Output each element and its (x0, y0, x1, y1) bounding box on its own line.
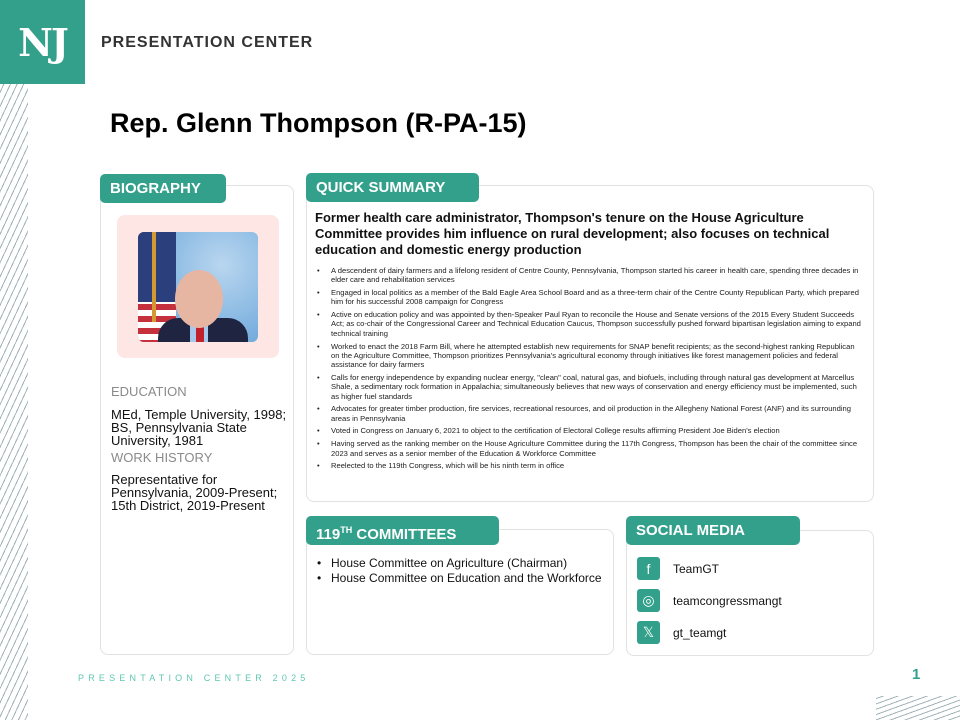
committee-item: • House Committee on Education and the Workforce (315, 571, 605, 586)
social-handle[interactable]: gt_teamgt (673, 625, 727, 640)
committees-tab (306, 516, 499, 545)
footer-text: PRESENTATION CENTER 2025 (78, 673, 310, 683)
committees-tab-suffix: TH (340, 525, 353, 535)
summary-bullet: • Worked to enact the 2018 Farm Bill, where he attempted establish new requirements for SNAP benefit recipients; as the second-highest ranking Republican on the Agriculture Committee, Thompson prioritizes Pennsylvania's agricultural economy through initiatives like forest management policies and federal assistance for dairy farmers (315, 342, 863, 370)
x-icon: 𝕏 (637, 621, 660, 644)
summary-bullets (315, 266, 863, 474)
logo-text: NJ (18, 19, 67, 65)
social-handle[interactable]: TeamGT (673, 561, 720, 576)
committees-tab-number: 119 (316, 526, 341, 543)
quick-summary-panel (306, 185, 874, 502)
work-history-label: WORK HISTORY (111, 450, 213, 465)
committee-item: • House Committee on Agriculture (Chairman) (315, 556, 605, 571)
committee-list (315, 556, 605, 586)
instagram-icon: ◎ (637, 589, 660, 612)
summary-bullet: • Voted in Congress on January 6, 2021 to object to the certification of Electoral College results affirming President Joe Biden's election (315, 426, 863, 435)
biography-panel (100, 185, 294, 655)
work-history-value: Representative for Pennsylvania, 2009-Present; 15th District, 2019-Present (111, 472, 278, 513)
education-value: MEd, Temple University, 1998; BS, Pennsylvania State University, 1981 (111, 407, 287, 448)
decorative-hatch-left (0, 84, 28, 720)
summary-bullet: • Active on education policy and was appointed by then-Speaker Paul Ryan to reconcile the House and Senate versions of the 2015 Every Student Succeeds Act; as co-chair of the Congressional Career and Technical Education Caucus, Thompson successfully pushed forward bipartisan legislation aiming to expand technical training (315, 310, 863, 338)
biography-tab: BIOGRAPHY (100, 174, 226, 203)
education-label: EDUCATION (111, 384, 187, 399)
committees-panel (306, 529, 614, 655)
page-number: 1 (912, 666, 921, 683)
flag-canton (138, 232, 176, 302)
decorative-hatch-bottom-right (876, 696, 960, 720)
social-handle[interactable]: teamcongressmangt (673, 593, 782, 608)
nj-logo (0, 0, 85, 84)
portrait-photo (138, 232, 258, 342)
tie (196, 327, 204, 342)
summary-headline: Former health care administrator, Thompson's tenure on the House Agriculture Committee provides him influence on rural development; also focuses on technical education and domestic energy production (315, 210, 830, 257)
committees-tab-label: COMMITTEES (352, 526, 457, 543)
summary-bullet: • Advocates for greater timber production, fire services, recreational resources, and oil production in the Allegheny National Forest (ANF) and its surrounding areas in Pennsylvania (315, 404, 863, 423)
summary-bullet: • A descendent of dairy farmers and a lifelong resident of Centre County, Pennsylvania, Thompson started his career in health care, spending three decades in elder care and rehabilitation services (315, 266, 863, 285)
social-media-panel (626, 530, 874, 656)
social-item-instagram[interactable] (637, 589, 782, 612)
quick-summary-tab: QUICK SUMMARY (306, 173, 479, 202)
brand-name: PRESENTATION CENTER (101, 34, 314, 51)
head (175, 270, 223, 328)
summary-bullet: • Engaged in local politics as a member of the Bald Eagle Area School Board and as a three-term chair of the Centre County Republican Party, which prepared him for his successful 2008 campaign for Congress (315, 288, 863, 307)
summary-bullet: • Having served as the ranking member on the House Agriculture Committee during the 117th Congress, Thompson has been the chair of the committee since 2023 and serves as a senior member of the Education & Workforce Committee (315, 439, 863, 458)
summary-bullet: • Reelected to the 119th Congress, which will be his ninth term in office (315, 461, 863, 470)
page-title: Rep. Glenn Thompson (R-PA-15) (110, 108, 527, 138)
facebook-icon: f (637, 557, 660, 580)
photo-frame (117, 215, 279, 358)
social-media-tab: SOCIAL MEDIA (626, 516, 800, 545)
flag-pole (152, 232, 156, 322)
social-item-x[interactable] (637, 621, 726, 644)
summary-bullet: • Calls for energy independence by expanding nuclear energy, "clean" coal, natural gas, and biofuels, including through natural gas development at Marcellus Shale, a sedimentary rock formation in Appalachia; simultaneously believes that new ways of conservation and energy efficiency must be implemented, such as higher fuel standards (315, 373, 863, 401)
social-item-facebook[interactable] (637, 557, 719, 580)
